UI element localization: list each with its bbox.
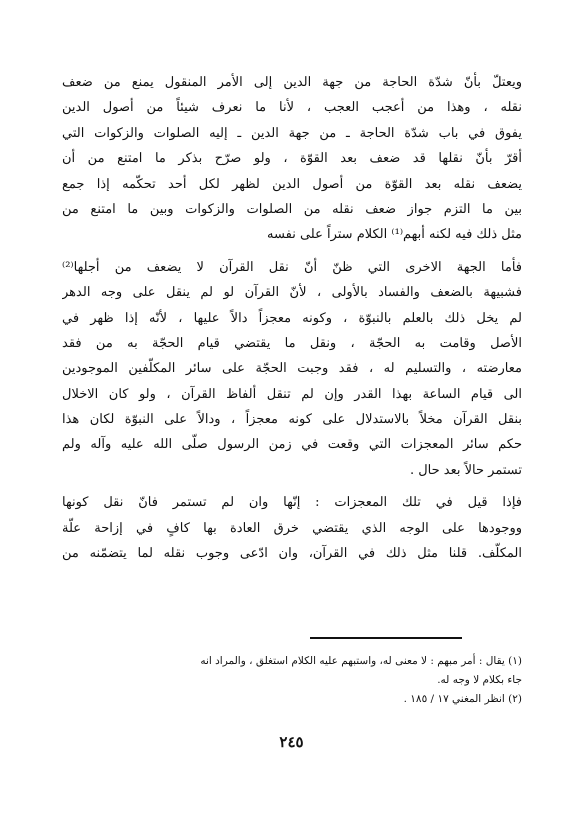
text-line: نقله ، وهذا من أعجب العجب ، لأنا ما نعرف شيئاً من أصول الدين	[62, 100, 522, 116]
text-line: يضعف نقله بعد القوّة من أصول الدين لظهر لكل أحد تحكّمه إذا جمع	[62, 176, 522, 192]
text-line: ويعتلّ بأنّ شدّة الحاجة من جهة الدين إلى الأمر المنقول يمنع من ضعف	[62, 75, 522, 90]
text-line: معارضته ، والتسليم له ، فقد وجبت الحجّة على سائر المكلّفين الموجودين	[62, 361, 522, 377]
text-line: فإذا قيل في تلك المعجزات : إنّها وان لم تستمر فانّ نقل كونها	[62, 495, 522, 511]
main-text	[62, 70, 522, 566]
footnote-line: جاء بكلام لا وجه له.	[437, 674, 522, 686]
text-line: المكلّف. قلنا مثل ذلك في القرآن، وان ادّعى وجوب نقله لما يتضمّنه من	[62, 546, 522, 562]
text-line: بنقل القرآن مخلاً بالاستدلال على كونه معجزاً ، ودالاً على النبوّة لكان هذا	[62, 412, 522, 428]
text-line: لم يخل ذلك بالعلم بالنبوّة ، وكونه معجزاً دالاً عليها ، لأنّه إذا ظهر في	[62, 310, 522, 326]
paragraph-2	[62, 255, 522, 484]
text-line: الأصل وقامت به الحجّة ، ونقل ما يقتضي قيام الحجّة به من فقد	[62, 335, 522, 351]
footnote-line: (١) يقال : أمر مبهم : لا معنى له، واستبهم عليه الكلام استغلق ، والمراد انه	[200, 655, 522, 667]
text-line: فأما الجهة الاخرى التي ظنّ أنّ نقل القرآن لا يضعف من أجلها⁽²⁾	[62, 259, 522, 275]
paragraph-gap	[62, 483, 522, 490]
footnotes	[62, 652, 522, 709]
footnote-divider	[310, 637, 462, 639]
footnote-line: (٢) انظر المغني ١٧ / ١٨٥ .	[403, 693, 522, 705]
text-line: الى قيام الساعة بهذا القدر وإن لم تنقل ألفاظ القرآن ، ولو كان الاخلال	[62, 386, 522, 402]
paragraph-1	[62, 70, 522, 248]
text-line: مثل ذلك فيه لكنه أبهم⁽¹⁾ الكلام ستراً على نفسه	[267, 227, 522, 243]
text-line: أقرّ بأنّ نقلها قد ضعف بعد القوّة ، ولو صرّح بذكر ما امتنع من أن	[62, 151, 522, 167]
text-line: تستمر حالاً بعد حال .	[409, 462, 522, 478]
text-line: ووجودها على الوجه الذي يقتضي خرق العادة بها كافٍ في إزاحة علّة	[62, 520, 522, 536]
paragraph-3	[62, 490, 522, 566]
paragraph-gap	[62, 248, 522, 255]
text-line: يفوق في باب شدّة الحاجة ـ من جهة الدين ـ إليه الصلوات والزكوات التي	[62, 125, 522, 141]
text-line: فشبيهة بالضعف والفساد بالأولى ، لأنّ القرآن لو لم ينقل على وجه الدهر	[62, 285, 522, 301]
text-line: بين ما التزم جواز ضعف نقله من الصلوات والزكوات وبين ما امتنع من	[62, 201, 522, 217]
text-line: حكم سائر المعجزات التي وقعت في زمن الرسول صلّى الله عليه وآله ولم	[62, 437, 522, 453]
page-number: ٢٤٥	[279, 733, 304, 751]
